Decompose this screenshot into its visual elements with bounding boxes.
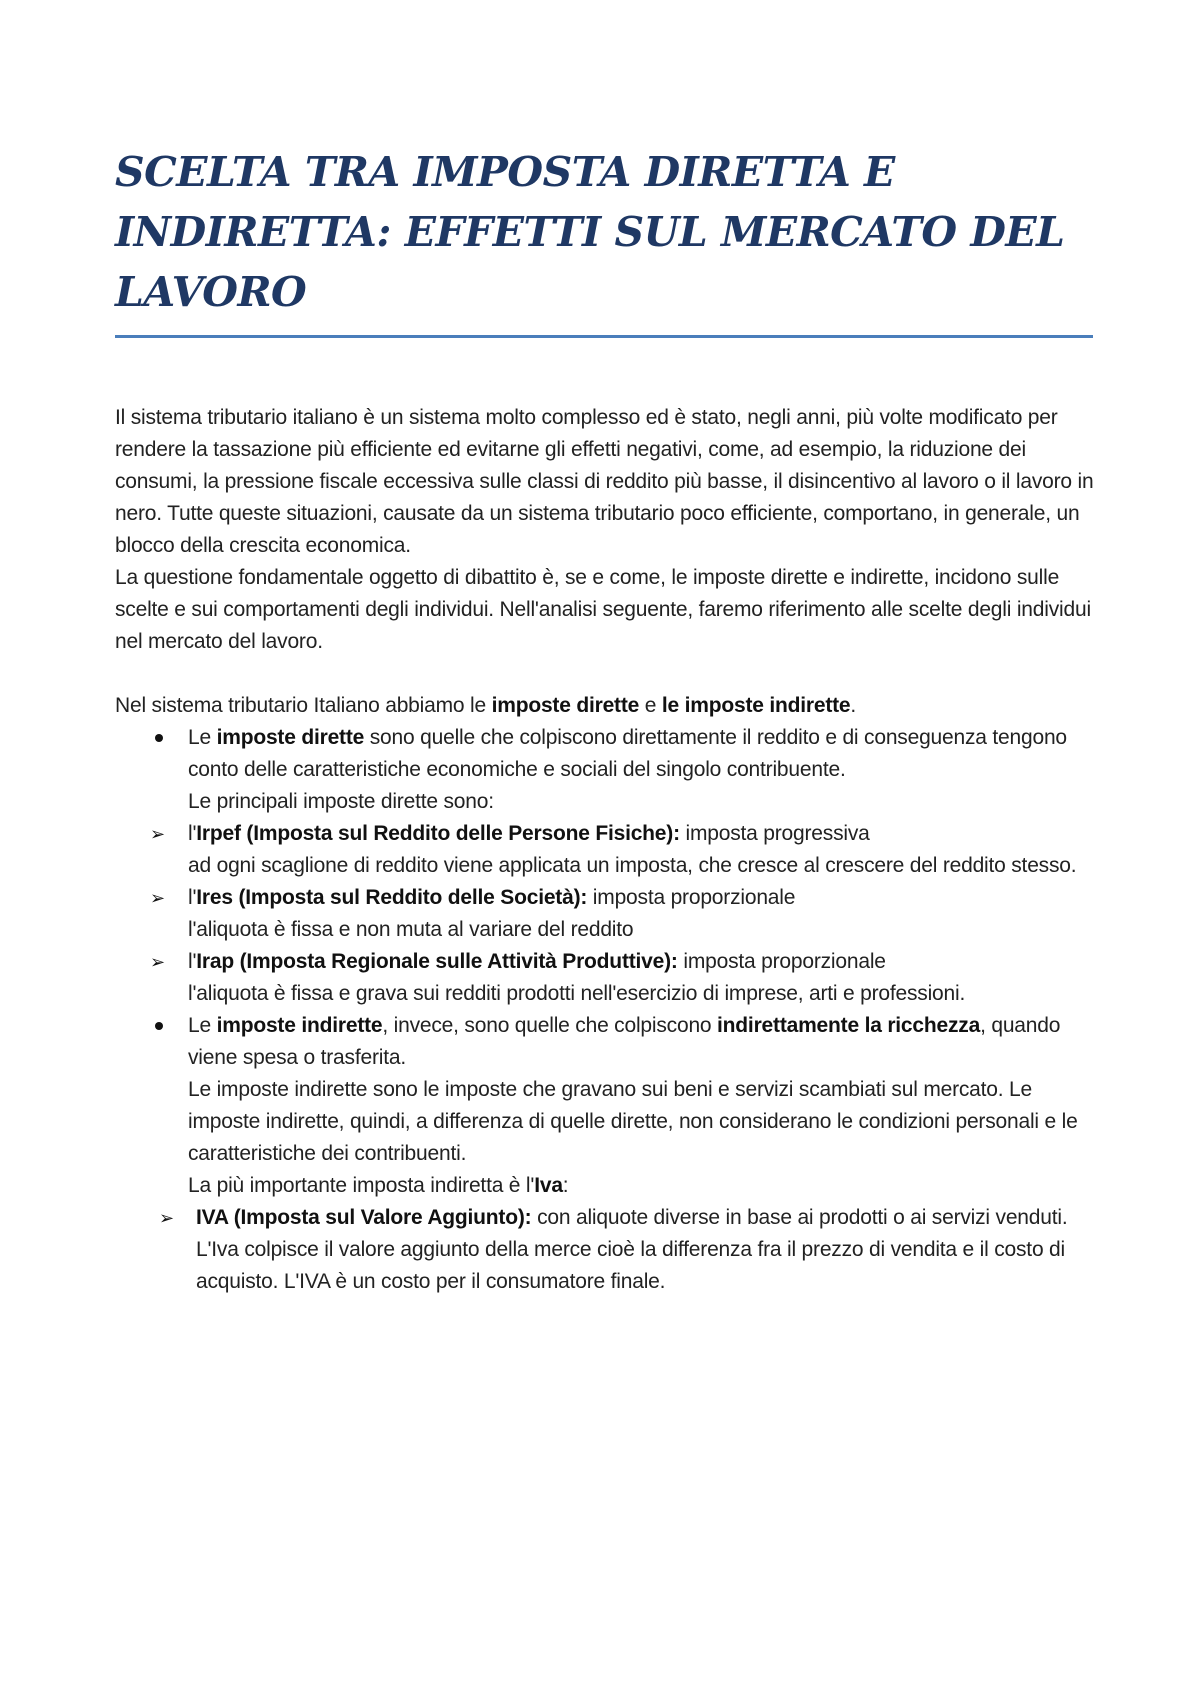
ires-desc: l'aliquota è fissa e non muta al variare del reddito xyxy=(188,918,634,941)
lead-paragraph xyxy=(115,690,1100,722)
iva-text xyxy=(196,1202,1100,1298)
indirect-p3-text: La più importante imposta indiretta è l' xyxy=(188,1174,535,1197)
indirect-text-3: , quando viene spesa o trasferita. xyxy=(188,1014,1061,1069)
indirect-taxes-p3 xyxy=(188,1170,1100,1202)
lead-text-end: . xyxy=(850,694,857,717)
indirect-p3-bold: Iva xyxy=(534,1174,563,1197)
irpef-type: imposta progressiva xyxy=(679,822,870,845)
direct-taxes-sub: Le principali imposte dirette sono: xyxy=(188,790,494,813)
irap-name: Irap (Imposta Regionale sulle Attività Produttive): xyxy=(196,950,678,973)
arrowhead-icon: ➢ xyxy=(150,952,165,972)
lead-bold-direct: imposte dirette xyxy=(491,694,640,717)
indirect-p3-colon: : xyxy=(562,1174,569,1197)
bullet-direct-taxes xyxy=(115,722,1100,818)
irap-prefix: l' xyxy=(188,950,197,973)
ires-type: imposta proporzionale xyxy=(587,886,796,909)
direct-text-2: sono quelle che colpiscono direttamente il reddito e di conseguenza tengono conto delle caratteristiche economiche e sociali del singolo contribuente. xyxy=(188,726,1067,781)
arrow-item-ires xyxy=(115,882,1100,946)
irap-desc: l'aliquota è fissa e grava sui redditi prodotti nell'esercizio di imprese, arti e professioni. xyxy=(188,982,966,1005)
paragraph-gap xyxy=(115,658,1100,690)
indirect-text-1: Le xyxy=(188,1014,217,1037)
lead-text-and: e xyxy=(639,694,662,717)
document-title: SCELTA TRA IMPOSTA DIRETTA E INDIRETTA: EFFETTI SUL MERCATO DEL LAVORO xyxy=(115,148,1065,316)
arrowhead-icon: ➢ xyxy=(150,824,165,844)
arrow-item-irpef xyxy=(115,818,1100,882)
direct-bold: imposte dirette xyxy=(216,726,365,749)
indirect-taxes-text xyxy=(188,1010,1100,1074)
lead-bold-indirect: le imposte indirette xyxy=(661,694,851,717)
ires-name: Ires (Imposta sul Reddito delle Società): xyxy=(196,886,588,909)
direct-taxes-text xyxy=(188,722,1100,786)
iva-desc: con aliquote diverse in base ai prodotti o ai servizi venduti. L'Iva colpisce il valore aggiunto della merce cioè la differenza fra il prezzo di vendita e il costo di acquisto. L'IVA è un costo per il consumatore finale. xyxy=(196,1206,1068,1293)
arrow-item-iva xyxy=(115,1202,1100,1298)
lead-text: Nel sistema tributario Italiano abbiamo le xyxy=(115,694,492,717)
irpef-name: Irpef (Imposta sul Reddito delle Persone Fisiche): xyxy=(196,822,680,845)
arrow-item-irap xyxy=(115,946,1100,1010)
intro-paragraph-1: Il sistema tributario italiano è un sistema molto complesso ed è stato, negli anni, più volte modificato per rendere la tassazione più efficiente ed evitarne gli effetti negativi, come, ad esempio, la riduzione dei consumi, la pressione fiscale eccessiva sulle classi di reddito più basse, il disincentivo al lavoro o il lavoro in nero. Tutte queste situazioni, causate da un sistema tributario poco efficiente, comportano, in generale, un blocco della crescita economica. xyxy=(115,406,1094,557)
irpef-desc: ad ogni scaglione di reddito viene applicata un imposta, che cresce al crescere del reddito stesso. xyxy=(188,854,1077,877)
direct-text-1: Le xyxy=(188,726,217,749)
ires-text xyxy=(188,882,1100,914)
irpef-prefix: l' xyxy=(188,822,197,845)
indirect-taxes-p2: Le imposte indirette sono le imposte che gravano sui beni e servizi scambiati sul mercato. Le imposte indirette, quindi, a differenza di quelle dirette, non considerano le condizioni personali e le caratteristiche dei contribuenti. xyxy=(188,1078,1078,1165)
intro-paragraph-2: La questione fondamentale oggetto di dibattito è, se e come, le imposte dirette e indirette, incidono sulle scelte e sui comportamenti degli individui. Nell'analisi seguente, faremo riferimento alle scelte degli individui nel mercato del lavoro. xyxy=(115,566,1091,653)
bullet-icon xyxy=(155,1022,163,1030)
bullet-icon xyxy=(155,734,163,742)
irap-text xyxy=(188,946,1100,978)
indirect-bold-2: indirettamente la ricchezza xyxy=(717,1014,981,1037)
title-underline xyxy=(115,335,1093,338)
irap-type: imposta proporzionale xyxy=(677,950,886,973)
ires-prefix: l' xyxy=(188,886,197,909)
indirect-bold-1: imposte indirette xyxy=(216,1014,383,1037)
bullet-indirect-taxes xyxy=(115,1010,1100,1202)
document-body xyxy=(115,402,1100,1298)
arrowhead-icon: ➢ xyxy=(159,1208,174,1228)
arrowhead-icon: ➢ xyxy=(150,888,165,908)
indirect-text-2: , invece, sono quelle che colpiscono xyxy=(382,1014,718,1037)
iva-name: IVA (Imposta sul Valore Aggiunto): xyxy=(196,1206,532,1229)
irpef-text xyxy=(188,818,1100,850)
